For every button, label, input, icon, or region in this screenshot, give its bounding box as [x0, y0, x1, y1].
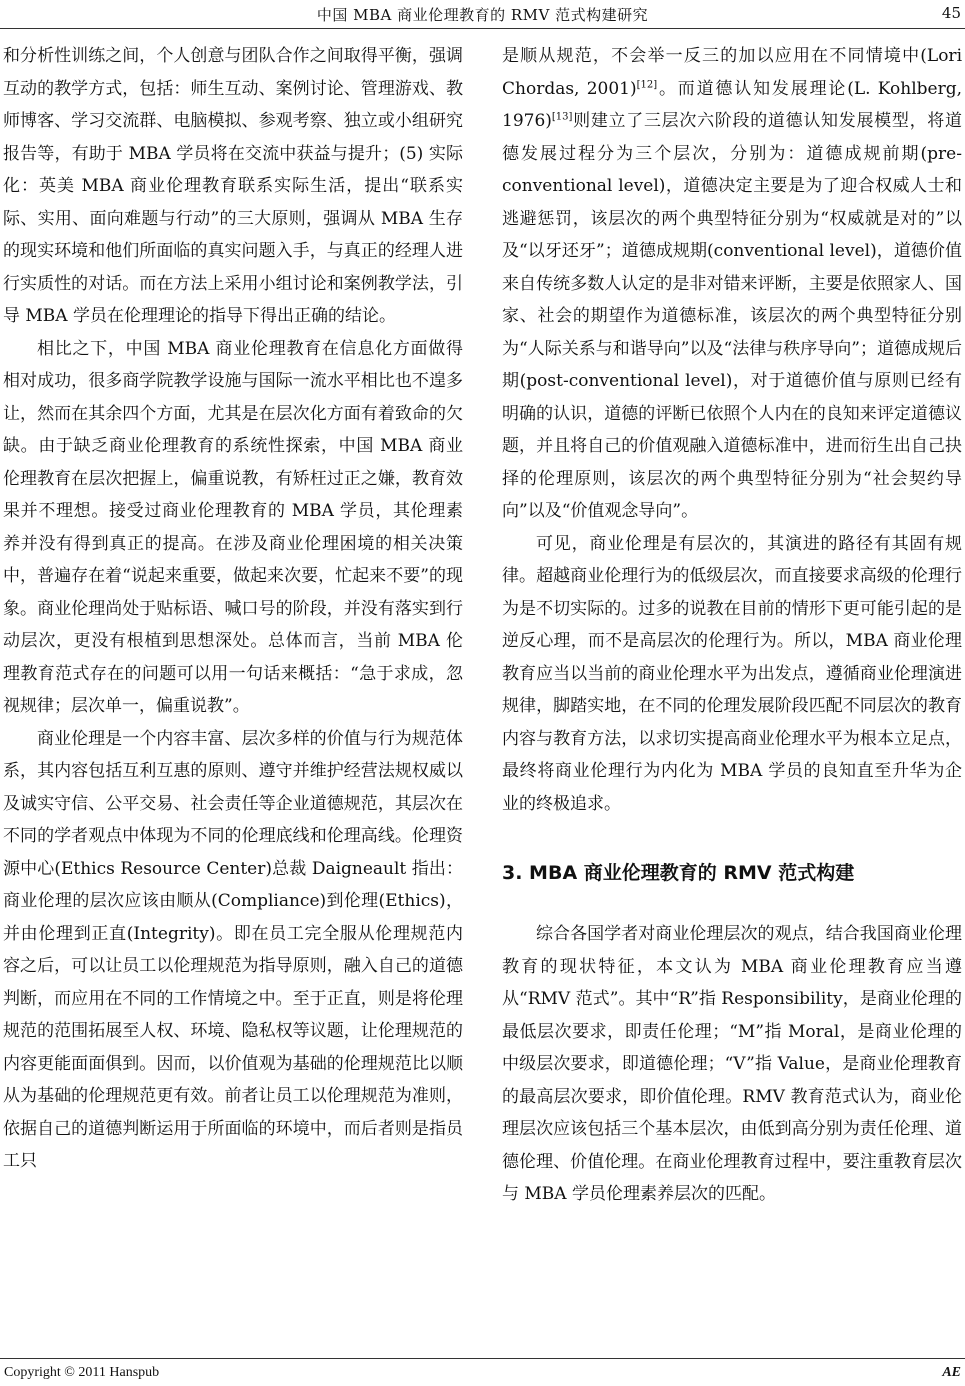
paragraph: 相比之下，中国 MBA 商业伦理教育在信息化方面做得相对成功，很多商学院教学设施与国际一流水平相比也不遑多让，然而在其余四个方面，尤其是在层次化方面有着致命的欠缺。由于缺乏商业伦理教育的系统性探索，中国 MBA 商业伦理教育在层次把握上，偏重说教，有矫枉过正之嫌，教育效果并不理想。接受过商业伦理教育的 MBA 学员，其伦理素养并没有得到真正的提高。在涉及商业伦理困境的相关决策中，普遍存在着“说起来重要，做起来次要，忙起来不要”的现象。商业伦理尚处于贴标语、喊口号的阶段，并没有落实到行动层次，更没有根植到思想深处。总体而言，当前 MBA 伦理教育范式存在的问题可以用一句话来概括：“急于求成，忽视规律；层次单一，偏重说教”。 [3, 338, 463, 716]
running-header [0, 0, 965, 29]
left-column [3, 40, 463, 1178]
right-column [502, 40, 962, 1211]
copyright-notice: Copyright © 2011 Hanspub [4, 1365, 160, 1380]
paragraph: 可见，商业伦理是有层次的，其演进的路径有其固有规律。超越商业伦理行为的低级层次，而直接要求高级的伦理行为是不切实际的。过多的说教在目前的情形下更可能引起的是逆反心理，而不是高层次的伦理行为。所以，MBA 商业伦理教育应当以当前的商业伦理水平为出发点，遵循商业伦理演进规律，脚踏实地，在不同的伦理发展阶段匹配不同层次的教育内容与教育方法，以求切实提高商业伦理水平为根本立足点，最终将商业伦理行为内化为 MBA 学员的良知直至升华为企业的终极追求。 [502, 533, 962, 814]
paragraph: 商业伦理是一个内容丰富、层次多样的价值与行为规范体系，其内容包括互利互惠的原则、遵守并维护经营法规权威以及诚实守信、公平交易、社会责任等企业道德规范，其层次在不同的学者观点中体现为不同的伦理底线和伦理高线。伦理资源中心(Ethics Resource Center)总裁 Daigneault 指出：商业伦理的层次应该由顺从(Compliance)到伦理(Ethics)，并由伦理到正直(Integrity)。即在员工完全服从伦理规范内容之后，可以让员工以伦理规范为指导原则，融入自己的道德判断，而应用在不同的工作情境之中。至于正直，则是将伦理规范的范围拓展至人权、环境、隐私权等议题，让伦理规范的内容更能面面俱到。因而，以价值观为基础的伦理规范比以顺从为基础的伦理规范更有效。前者让员工以伦理规范为准则，依据自己的道德判断运用于所面临的环境中，而后者则是指员工只 [3, 728, 463, 1171]
page-number: 45 [941, 4, 961, 22]
text-run: 。而道德认知发展理论(L. Kohlberg, 1976) [502, 78, 962, 131]
section-heading: 3. MBA 商业伦理教育的 RMV 范式构建 [502, 862, 855, 884]
paragraph [502, 40, 962, 528]
paragraph: 和分析性训练之间，个人创意与团队合作之间取得平衡，强调互动的教学方式，包括：师生互动、案例讨论、管理游戏、教师博客、学习交流群、电脑模拟、参观考察、独立或小组研究报告等，有助于 MBA 学员将在交流中获益与提升；(5) 实际化：英美 MBA 商业伦理教育联系实际生活，提出“联系实际、实用、面向难题与行动”的三大原则，强调从 MBA 生存的现实环境和他们所面临的真实问题入手，与真正的经理人进行实质性的对话。而在方法上采用小组讨论和案例教学法，引导 MBA 学员在伦理理论的指导下得出正确的结论。 [3, 46, 463, 326]
citation-ref: [12] [636, 78, 658, 90]
citation-ref: [13] [551, 111, 573, 123]
text-run: 是顺从规范，不会举一反三的加以应用在不同情境中(Lori Chordas, 2001) [502, 46, 962, 99]
page-footer [0, 1358, 965, 1385]
paragraph: 综合各国学者对商业伦理层次的观点，结合我国商业伦理教育的现状特征，本文认为 MBA 商业伦理教育应当遵从“RMV 范式”。其中“R”指 Responsibility，是商业伦理的最低层次要求，即责任伦理；“M”指 Moral，是商业伦理的中级层次要求，即道德伦理；“V”指 Value，是商业伦理教育的最高层次要求，即价值伦理。RMV 教育范式认为，商业伦理层次应该包括三个基本层次，由低到高分别为责任伦理、道德伦理、价值伦理。在商业伦理教育过程中，要注重教育层次与 MBA 学员伦理素养层次的匹配。 [502, 924, 962, 1204]
text-run: 则建立了三层次六阶段的道德认知发展模型，将道德发展过程分为三个层次，分别为：道德成规前期(pre-conventional level)，道德决定主要是为了迎合权威人士和逃避惩罚，该层次的两个典型特征分别为“权威就是对的”以及“以牙还牙”；道德成规期(conventional level)，道德价值来自传统多数人认定的是非对错来评断，主要是依照家人、国家、社会的期望作为道德标准，该层次的两个典型特征分别为“人际关系与和谐导向”以及“法律与秩序导向”；道德成规后期(post-conventional level)，对于道德价值与原则已经有明确的认识，道德的评断已依照个人内在的良知来评定道德议题，并且将自己的价值观融入道德标准中，进而衍生出自己抉择的伦理原则，该层次的两个典型特征分别为“社会契约导向”以及“价值观念导向”。 [502, 111, 962, 521]
journal-abbreviation: AE [942, 1365, 961, 1380]
running-title: 中国 MBA 商业伦理教育的 RMV 范式构建研究 [316, 6, 649, 24]
